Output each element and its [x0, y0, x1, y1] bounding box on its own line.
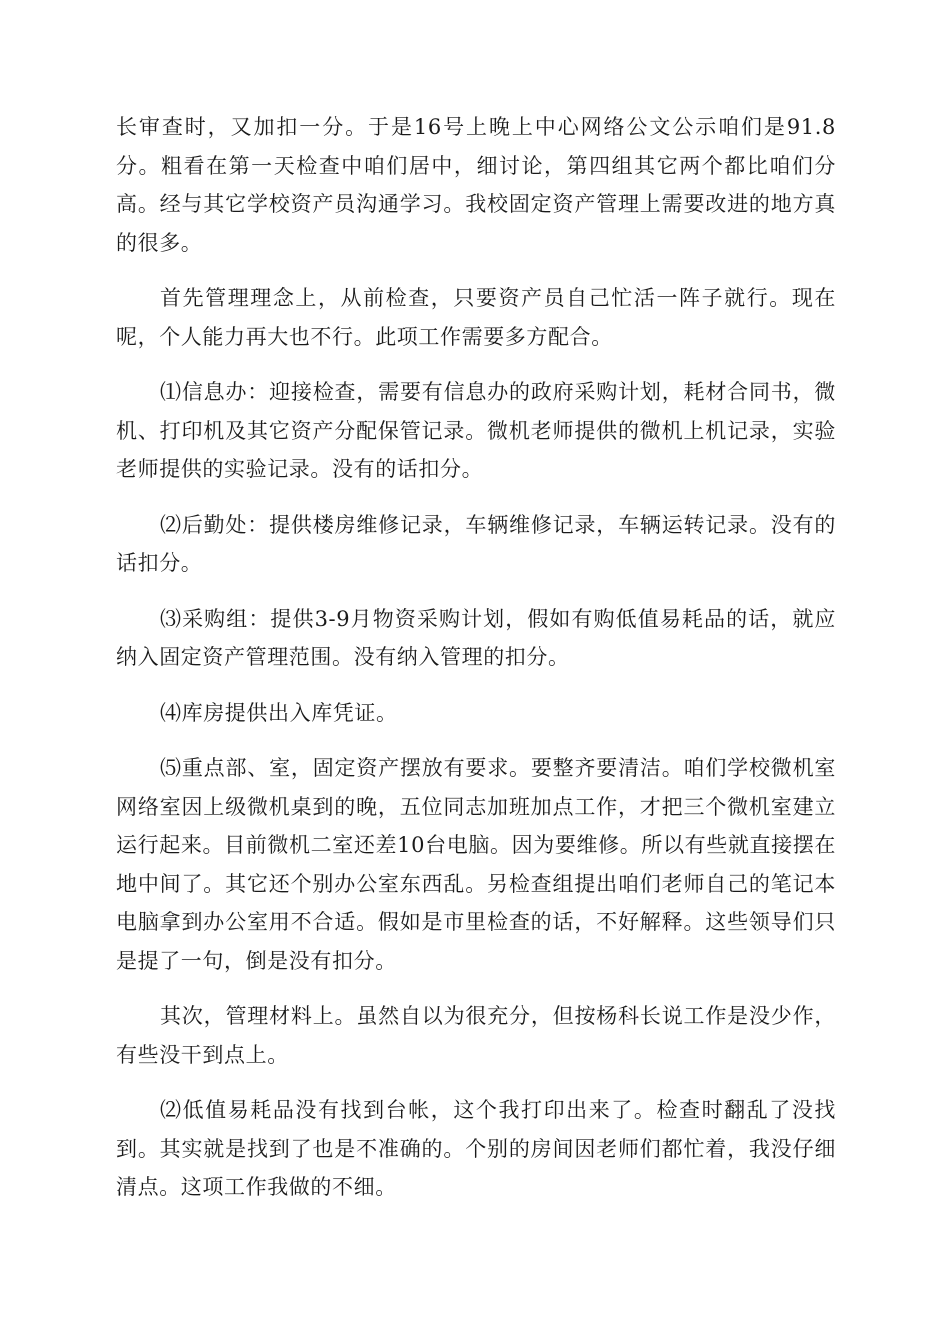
paragraph-6: ⑷库房提供出入库凭证。: [160, 700, 398, 725]
paragraph-3: ⑴信息办：迎接检查，需要有信息办的政府采购计划，耗材合同书，微机、打印机及其它资产分配保管记录。微机老师提供的微机上机记录，实验老师提供的实验记录。没有的话扣分。: [116, 380, 836, 481]
paragraph-5: ⑶采购组：提供3-9月物资采购计划，假如有购低值易耗品的话，就应纳入固定资产管理范围。没有纳入管理的扣分。: [116, 606, 836, 669]
paragraph-9: ⑵低值易耗品没有找到台帐，这个我打印出来了。检查时翻乱了没找到。其实就是找到了也是不准确的。个别的房间因老师们都忙着，我没仔细清点。这项工作我做的不细。: [116, 1098, 836, 1199]
document-body: [116, 108, 836, 1224]
paragraph-2: 首先管理理念上，从前检查，只要资产员自己忙活一阵子就行。现在呢，个人能力再大也不行。此项工作需要多方配合。: [116, 286, 836, 349]
paragraph-1: 长审查时，又加扣一分。于是16号上晚上中心网络公文公示咱们是91.8分。粗看在第一天检查中咱们居中，细讨论，第四组其它两个都比咱们分高。经与其它学校资产员沟通学习。我校固定资产管理上需要改进的地方真的很多。: [116, 115, 836, 255]
paragraph-8: 其次，管理材料上。虽然自以为很充分，但按杨科长说工作是没少作，有些没干到点上。: [116, 1004, 836, 1067]
paragraph-7: ⑸重点部、室，固定资产摆放有要求。要整齐要清洁。咱们学校微机室网络室因上级微机桌到的晚，五位同志加班加点工作，才把三个微机室建立运行起来。目前微机二室还差10台电脑。因为要维修。所以有些就直接摆在地中间了。其它还个别办公室东西乱。另检查组提出咱们老师自己的笔记本电脑拿到办公室用不合适。假如是市里检查的话，不好解释。这些领导们只是提了一句，倒是没有扣分。: [116, 756, 836, 973]
paragraph-4: ⑵后勤处：提供楼房维修记录，车辆维修记录，车辆运转记录。没有的话扣分。: [116, 512, 836, 575]
